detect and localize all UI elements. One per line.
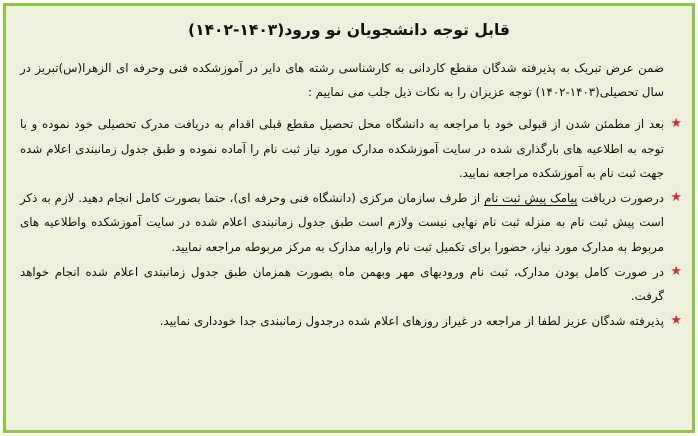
red-star-icon: ★ xyxy=(670,189,682,205)
list-item xyxy=(20,260,682,309)
notice-title: قابل توجه دانشجویان نو ورود(۱۴۰۳-۱۴۰۲) xyxy=(188,21,510,39)
red-star-icon: ★ xyxy=(670,116,682,131)
list-item xyxy=(20,112,682,186)
list-item-text-lead: درصورت دریافت xyxy=(577,190,665,205)
notice-list xyxy=(20,112,682,333)
notice-intro: ضمن عرض تبریک به پذیرفته شدگان مقطع کاردانی به کارشناسی رشته های دایر در آموزشکده فنی وحرفه ای الزهرا(س)تبریز در سال تحصیلی(۱۴۰۳-۱۴۰۲) توجه عزیزان را به نکات ذیل جلب می نماییم : xyxy=(20,61,664,99)
list-item-text: پذیرفته شدگان عزیز لطفا از مراجعه در غیراز روزهای اعلام شده درجدول زمانبندی جدا خودداری نمایید. xyxy=(159,313,664,328)
list-item-text: در صورت کامل بودن مدارک، ثبت نام ورودیهای مهر وبهمن ماه بصورت همزمان طبق جدول زمانبندی اعلام شده انجام خواهد گرفت. xyxy=(20,264,664,304)
red-star-icon: ★ xyxy=(670,263,682,279)
list-item xyxy=(20,186,682,260)
notice-box xyxy=(3,3,695,433)
list-item xyxy=(20,309,682,334)
list-item-text: بعد از مطمئن شدن از قبولی خود با مراجعه به دانشگاه محل تحصیل مقطع قبلی اقدام به دریافت مدرک تحصیلی خود نموده و با توجه به اطلاعیه های بارگذاری شده در سایت آموزشکده مدارک مورد نیاز ثبت نام را آماده نموده و طبق جدول زمانبندی اعلام شده جهت ثبت نام به آموزشکده مراجعه نمایید. xyxy=(20,117,664,181)
red-star-icon: ★ xyxy=(670,312,682,328)
list-item-text-rest: از طرف سازمان مرکزی (دانشگاه فنی وحرفه ای)، حتما بصورت کامل انجام دهید. لازم به ذکر است پیش ثبت نام به منزله ثبت نام نهایی نیست ولازم است طبق جدول زمانبندی اعلام شده در سایت آموزشکده واطلاعیه های مربوط به مدارک مورد نیاز، حضورا برای تکمیل ثبت نام وارایه مدارک به مرکز مربوطه مراجعه نمایید. xyxy=(20,190,664,254)
list-item-underlined-text: پیامک پیش ثبت نام xyxy=(484,190,578,205)
